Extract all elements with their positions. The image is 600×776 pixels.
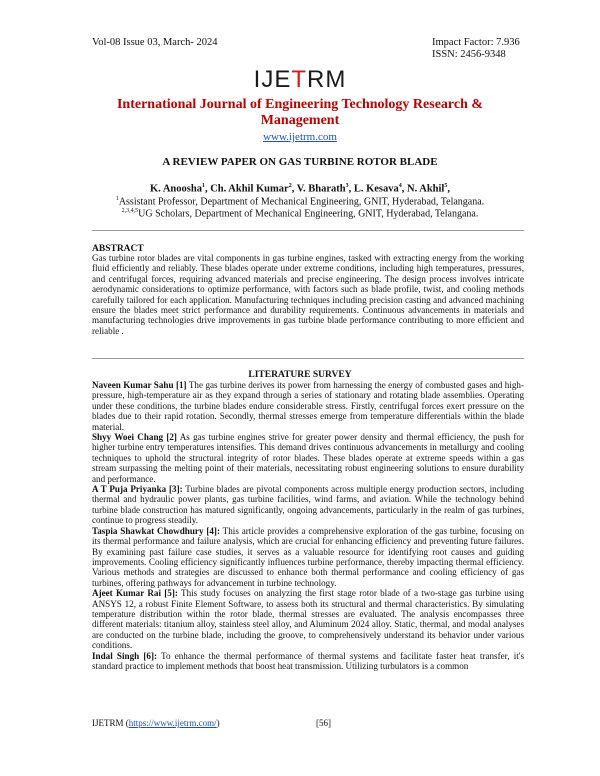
- affiliation-1: [0, 196, 600, 207]
- entry-text: This study focuses on analyzing the first stage rotor blade of a two-stage gas turbine using ANSYS 12, a robust Finite Element Software, to assess both its structural and thermal characteristics. By simulating temperature distribution within the rotor blade, thermal stresses are evaluated. The analysis encompasses three different materials: titanium alloy, stainless steel alloy, and Aluminum 2024 alloy. Static, thermal, and modal analyses are conducted on the turbine blade, including the groove, to comprehensively understand its behavior under various conditions.: [92, 588, 524, 651]
- volume-issue: Vol-08 Issue 03, March- 2024: [92, 37, 218, 48]
- entry-author: Taspia Shawkat Chowdhury [4]:: [92, 525, 220, 536]
- logo-part2: T: [291, 66, 308, 93]
- header-right: [432, 37, 520, 61]
- entry-author: Indal Singh [6]:: [92, 650, 157, 661]
- affiliation-2: [0, 208, 600, 219]
- entry-author: Naveen Kumar Sahu [1]: [92, 380, 187, 390]
- author-separator: ,: [291, 183, 297, 195]
- entry-author: Ajeet Kumar Rai [5]:: [92, 588, 178, 599]
- entry-text: This article provides a comprehensive exploration of the gas turbine, focusing on its thermal performance and failure analysis, which are crucial for enhancing efficiency and preventing future failures. By examining past failure case studies, it serves as a valuable resource for identifying root causes and guiding improvements. Cooling efficiency significantly influences turbine performance, thereby impacting thermal efficiency. Various methods and strategies are discussed to enhance both thermal performance and cooling efficiency of gas turbines, offering pathways for advancement in turbine technology.: [92, 525, 524, 588]
- affiliation-1-sup: 1: [115, 196, 119, 202]
- literature-entry: [92, 380, 524, 432]
- footer-link[interactable]: https://www.ijetrm.com/: [128, 718, 217, 728]
- literature-entry: [92, 588, 524, 650]
- abstract-heading: ABSTRACT: [92, 244, 144, 254]
- author-name: V. Bharath: [296, 183, 346, 195]
- footer-suffix: ): [216, 718, 220, 728]
- entry-text: To enhance the thermal performance of thermal systems and facilitate faster heat transfer, it's standard practice to implement methods that boost heat transmission. Utilizing turbulators is a common: [92, 650, 524, 671]
- page-number: [56]: [316, 718, 331, 728]
- logo-part1: IJE: [253, 66, 292, 93]
- author-sup: 2: [288, 183, 292, 189]
- author-separator: ,: [401, 183, 407, 195]
- author-list: [0, 183, 600, 195]
- author-sup: 1: [201, 183, 205, 189]
- literature-heading: LITERATURE SURVEY: [248, 370, 352, 380]
- entry-text: The gas turbine derives its power from harnessing the energy of combusted gases and high-pressure, high-temperature air as they expand through a series of stationary and rotating blade assemblies. Operating under these conditions, the turbine blades endure considerable stress. Firstly, centrifugal forces exert pressure on the blades due to their rapid rotation. Secondly, thermal stresses emerge from temperature differentials within the blade material.: [92, 380, 524, 432]
- author-separator: ,: [204, 183, 211, 195]
- author-name: N. Akhil: [407, 183, 445, 195]
- literature-entry: [92, 484, 524, 526]
- issn: ISSN: 2456-9348: [432, 49, 506, 60]
- footer-journal: [92, 718, 220, 728]
- entry-author: Shyy Woei Chang [2]: [92, 432, 177, 443]
- literature-entry: [92, 432, 524, 484]
- divider-bottom: [92, 358, 524, 359]
- affiliation-1-text: Assistant Professor, Department of Mechanical Engineering, GNIT, Hyderabad, Telangana.: [118, 196, 485, 208]
- author-sup: 4: [398, 183, 402, 189]
- abstract-text: Gas turbine rotor blades are vital components in gas turbine engines, tasked with extracting energy from the working fluid efficiently and reliably. These blades operate under extreme conditions, including high temperatures, pressures, and centrifugal forces, requiring advanced materials and precise engineering. The design process involves intricate aerodynamic considerations to optimize performance, with factors such as blade profile, twist, and cooling methods carefully tailored for each application. Manufacturing techniques including precision casting and advanced machining ensure the blades meet strict performance and durability requirements. Continuous advancements in materials and manufacturing technologies drive improvements in gas turbine blade performance contributing to more efficient and reliable .: [92, 253, 524, 336]
- entry-text: As gas turbine engines strive for greater power density and thermal efficiency, the push for higher turbine entry temperatures intensifies. This demand drives continuous advancements in metallurgy and cooling techniques to uphold the structural integrity of rotor blades. These blades operate at extreme speeds within a gas stream surpassing the melting point of their materials, necessitating robust engineering solutions to ensure durability and performance.: [92, 432, 524, 484]
- journal-website-link[interactable]: www.ijetrm.com: [263, 131, 337, 143]
- literature-entries: [92, 380, 524, 671]
- entry-text: Turbine blades are pivotal components across multiple energy production sectors, including thermal and hydraulic power plants, gas turbine facilities, wind farms, and aviation. While the technology behind turbine blade construction has matured significantly, ongoing advancements, particularly in the realm of gas turbines, continue to progress steadily.: [92, 484, 524, 526]
- author-name: Ch. Akhil Kumar: [210, 183, 289, 195]
- journal-name: International Journal of Engineering Technology Research & Management: [116, 97, 484, 128]
- author-sup: 5: [444, 183, 448, 189]
- author-name: K. Anoosha: [150, 183, 202, 195]
- affiliation-2-text: UG Scholars, Department of Mechanical Engineering, GNIT, Hyderabad, Telangana.: [138, 208, 479, 220]
- author-separator: ,: [348, 183, 354, 195]
- impact-factor: Impact Factor: 7.936: [432, 37, 520, 48]
- divider-top: [92, 230, 524, 231]
- author-separator: ,: [447, 183, 450, 195]
- literature-entry: [92, 526, 524, 588]
- logo-part3: RM: [307, 66, 347, 93]
- footer-prefix: IJETRM (: [92, 718, 129, 728]
- paper-title: A REVIEW PAPER ON GAS TURBINE ROTOR BLADE: [162, 156, 438, 168]
- author-sup: 3: [345, 183, 349, 189]
- affiliation-2-sup: 2,3,4,5: [121, 208, 139, 214]
- entry-author: A T Puja Priyanka [3]:: [92, 484, 183, 495]
- journal-logo: [0, 66, 600, 94]
- literature-entry: [92, 651, 524, 672]
- author-name: L. Kesava: [353, 183, 399, 195]
